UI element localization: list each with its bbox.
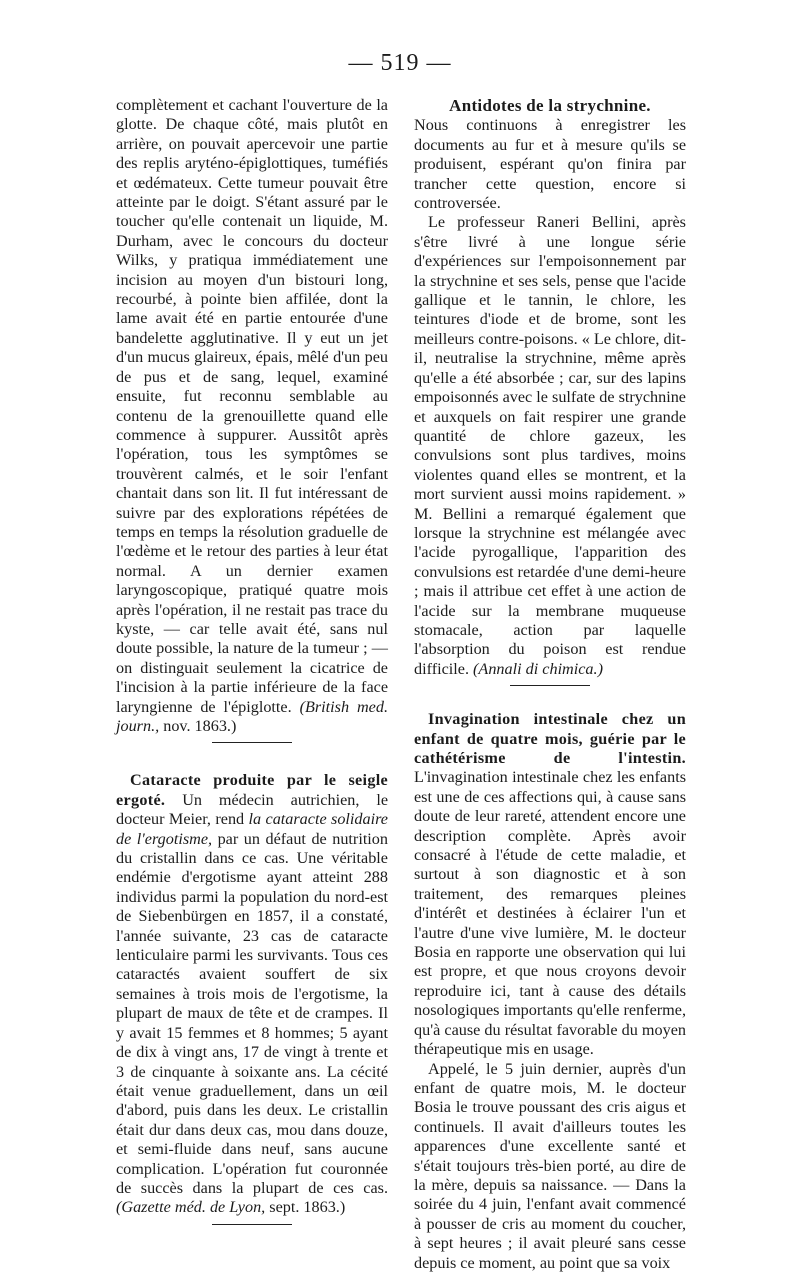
article-cataracte-text-a: Un médecin autrichien, le docteur Meier, rend — [116, 790, 389, 829]
left-paragraph-source: (British med. journ., — [116, 697, 389, 735]
article-cataracte-italic: la cataracte solidaire de l'ergotisme, — [116, 810, 388, 848]
article-strychnine-body — [414, 213, 686, 679]
article-strychnine-intro: Nous continuons à enregistrer les documents au fur et à mesure qu'ils se produisent, espérant qu'on finira par trancher cette question, encore si controversée. — [414, 116, 686, 213]
left-column — [116, 96, 388, 1225]
left-paragraph-source-date: nov. 1863.) — [163, 717, 237, 735]
left-paragraph-continuation — [116, 96, 388, 736]
page-number: — 519 — — [348, 50, 452, 76]
article-strychnine-body-text: Le professeur Raneri Bellini, après s'être livré à une longue série d'expériences sur l'empoisonnement par la strychnine et ses sels, pense que l'acide gallique et le tannin, le chlore, les teintures d'iode et de brome, sont les meilleurs contre-poisons. « Le chlore, dit-il, neutralise la strychnine, même après qu'elle a été absorbée ; car, sur des lapins empoisonnés avec le sulfate de strychnine et auxquels on fait respirer une grande quantité de chlore gazeux, les convulsions sont plus tardives, moins violentes quand elles se montrent, et la mort survient aussi moins rapidement. » M. Bellini a remarqué également que lorsque la strychnine est mélangée avec l'acide pyrogallique, l'apparition des convulsions est retardée d'une demi-heure ; mais il attribue cet effet à une action de l'acide sur la membrane muqueuse stomacale, action par laquelle l'absorption du poison est rendue difficile. — [414, 213, 686, 678]
article-invagination-text: L'invagination intestinale chez les enfants est une de ces affections qui, à cause sans doute de leur rareté, attendent encore une description complète. Après avoir consacré à l'étude de cette maladie, et surtout à son diagnostic et à son traitement, des remarques pleines d'intérêt et destinées à éclairer l'un et l'autre d'une vive lumière, M. le docteur Bosia en rapporte une observation qui lui est propre, et que nous croyons devoir reproduire ici, tant à cause des détails nosologiques importants qu'elle renferme, qu'à cause du résultat favorable du moyen thérapeutique mis en usage. — [414, 768, 686, 1059]
article-cataracte-source: (Gazette méd. de Lyon, — [116, 1198, 266, 1217]
article-cataracte — [116, 771, 388, 1217]
section-divider-bottom — [212, 1224, 292, 1225]
article-strychnine-heading: Antidotes de la strychnine. — [449, 96, 651, 115]
article-invagination-heading: Invagination intestinale chez un enfant de quatre mois, guérie par le cathétérisme de l'intestin. — [414, 710, 686, 767]
right-column — [414, 96, 686, 1273]
article-invagination-case: Appelé, le 5 juin dernier, auprès d'un enfant de quatre mois, M. le docteur Bosia le trouve poussant des cris aigus et continuels. Il avait d'ailleurs toutes les apparences d'une excellente santé et s'était toujours très-bien porté, au dire de la mère, depuis sa naissance. — Dans la soirée du 4 juin, l'enfant avait commencé à pousser de cris au moment du coucher, à sept heures ; il avait pleuré sans cesse depuis ce moment, au point que sa voix — [414, 1059, 686, 1272]
article-strychnine-source: (Annali di chimica.) — [473, 659, 603, 678]
article-cataracte-source-date: sept. 1863.) — [269, 1198, 346, 1217]
article-cataracte-text-b: par un défaut de nutrition du cristallin dans ce cas. Une véritable endémie d'ergotisme ayant atteint 288 individus parmi la population du nord-est de Siebenbürgen en 1857, il a constaté, l'année suivante, 23 cas de cataracte lenticulaire parmi les survivants. Tous ces cataractés avaient souffert de six semaines à trois mois de l'ergotisme, la plupart de maux de tête et de crampes. Il y avait 15 femmes et 8 hommes; 5 ayant de dix à vingt ans, 17 de vingt à trente et 3 de cinquante à soixante ans. La cécité était venue graduellement, dans un œil d'abord, puis dans les deux. Le cristallin était dur dans deux cas, mou dans douze, et semi-fluide dans neuf, sans aucune complication. L'opération fut couronnée de succès dans la plupart de ces cas. — [116, 829, 388, 1197]
left-paragraph-text: complètement et cachant l'ouverture de la glotte. De chaque côté, mais plutôt en arrière, on pouvait apercevoir une partie des replis aryténo-épiglottiques, tuméfiés et œdémateux. Cette tumeur pouvait être atteinte par le doigt. S'étant assuré par le toucher qu'elle contenait un liquide, M. Durham, avec le concours du docteur Wilks, y pratiqua immédiatement une incision au moyen d'un bistouri long, recourbé, à pointe bien affilée, dont la lame avait été en partie entourée d'une bandelette agglutinative. Il y eut un jet d'un mucus glaireux, épais, mêlé d'un peu de pus et de sang, lequel, examiné ensuite, fut reconnu semblable au contenu de la grenouillette quand elle commence à suppurer. Aussitôt après l'opération, tous les symptômes se trouvèrent calmés, et le soir l'enfant chantait dans son lit. Il fut intéressant de suivre par des explorations répétées de temps en temps la résolution graduelle de l'œdème et le retour des parties à leur état normal. A un dernier examen laryngoscopique, pratiqué quatre mois après l'opération, il ne restait pas trace du kyste, — car telle avait été, sans nul doute possible, la nature de la tumeur ; — on distinguait seulement la cicatrice de l'incision à la partie inférieure de la face laryngienne de l'épiglotte. — [116, 96, 388, 716]
article-invagination — [414, 710, 686, 1059]
section-divider-right — [510, 685, 590, 686]
article-cataracte-heading: Cataracte produite par le seigle ergoté. — [116, 771, 388, 809]
